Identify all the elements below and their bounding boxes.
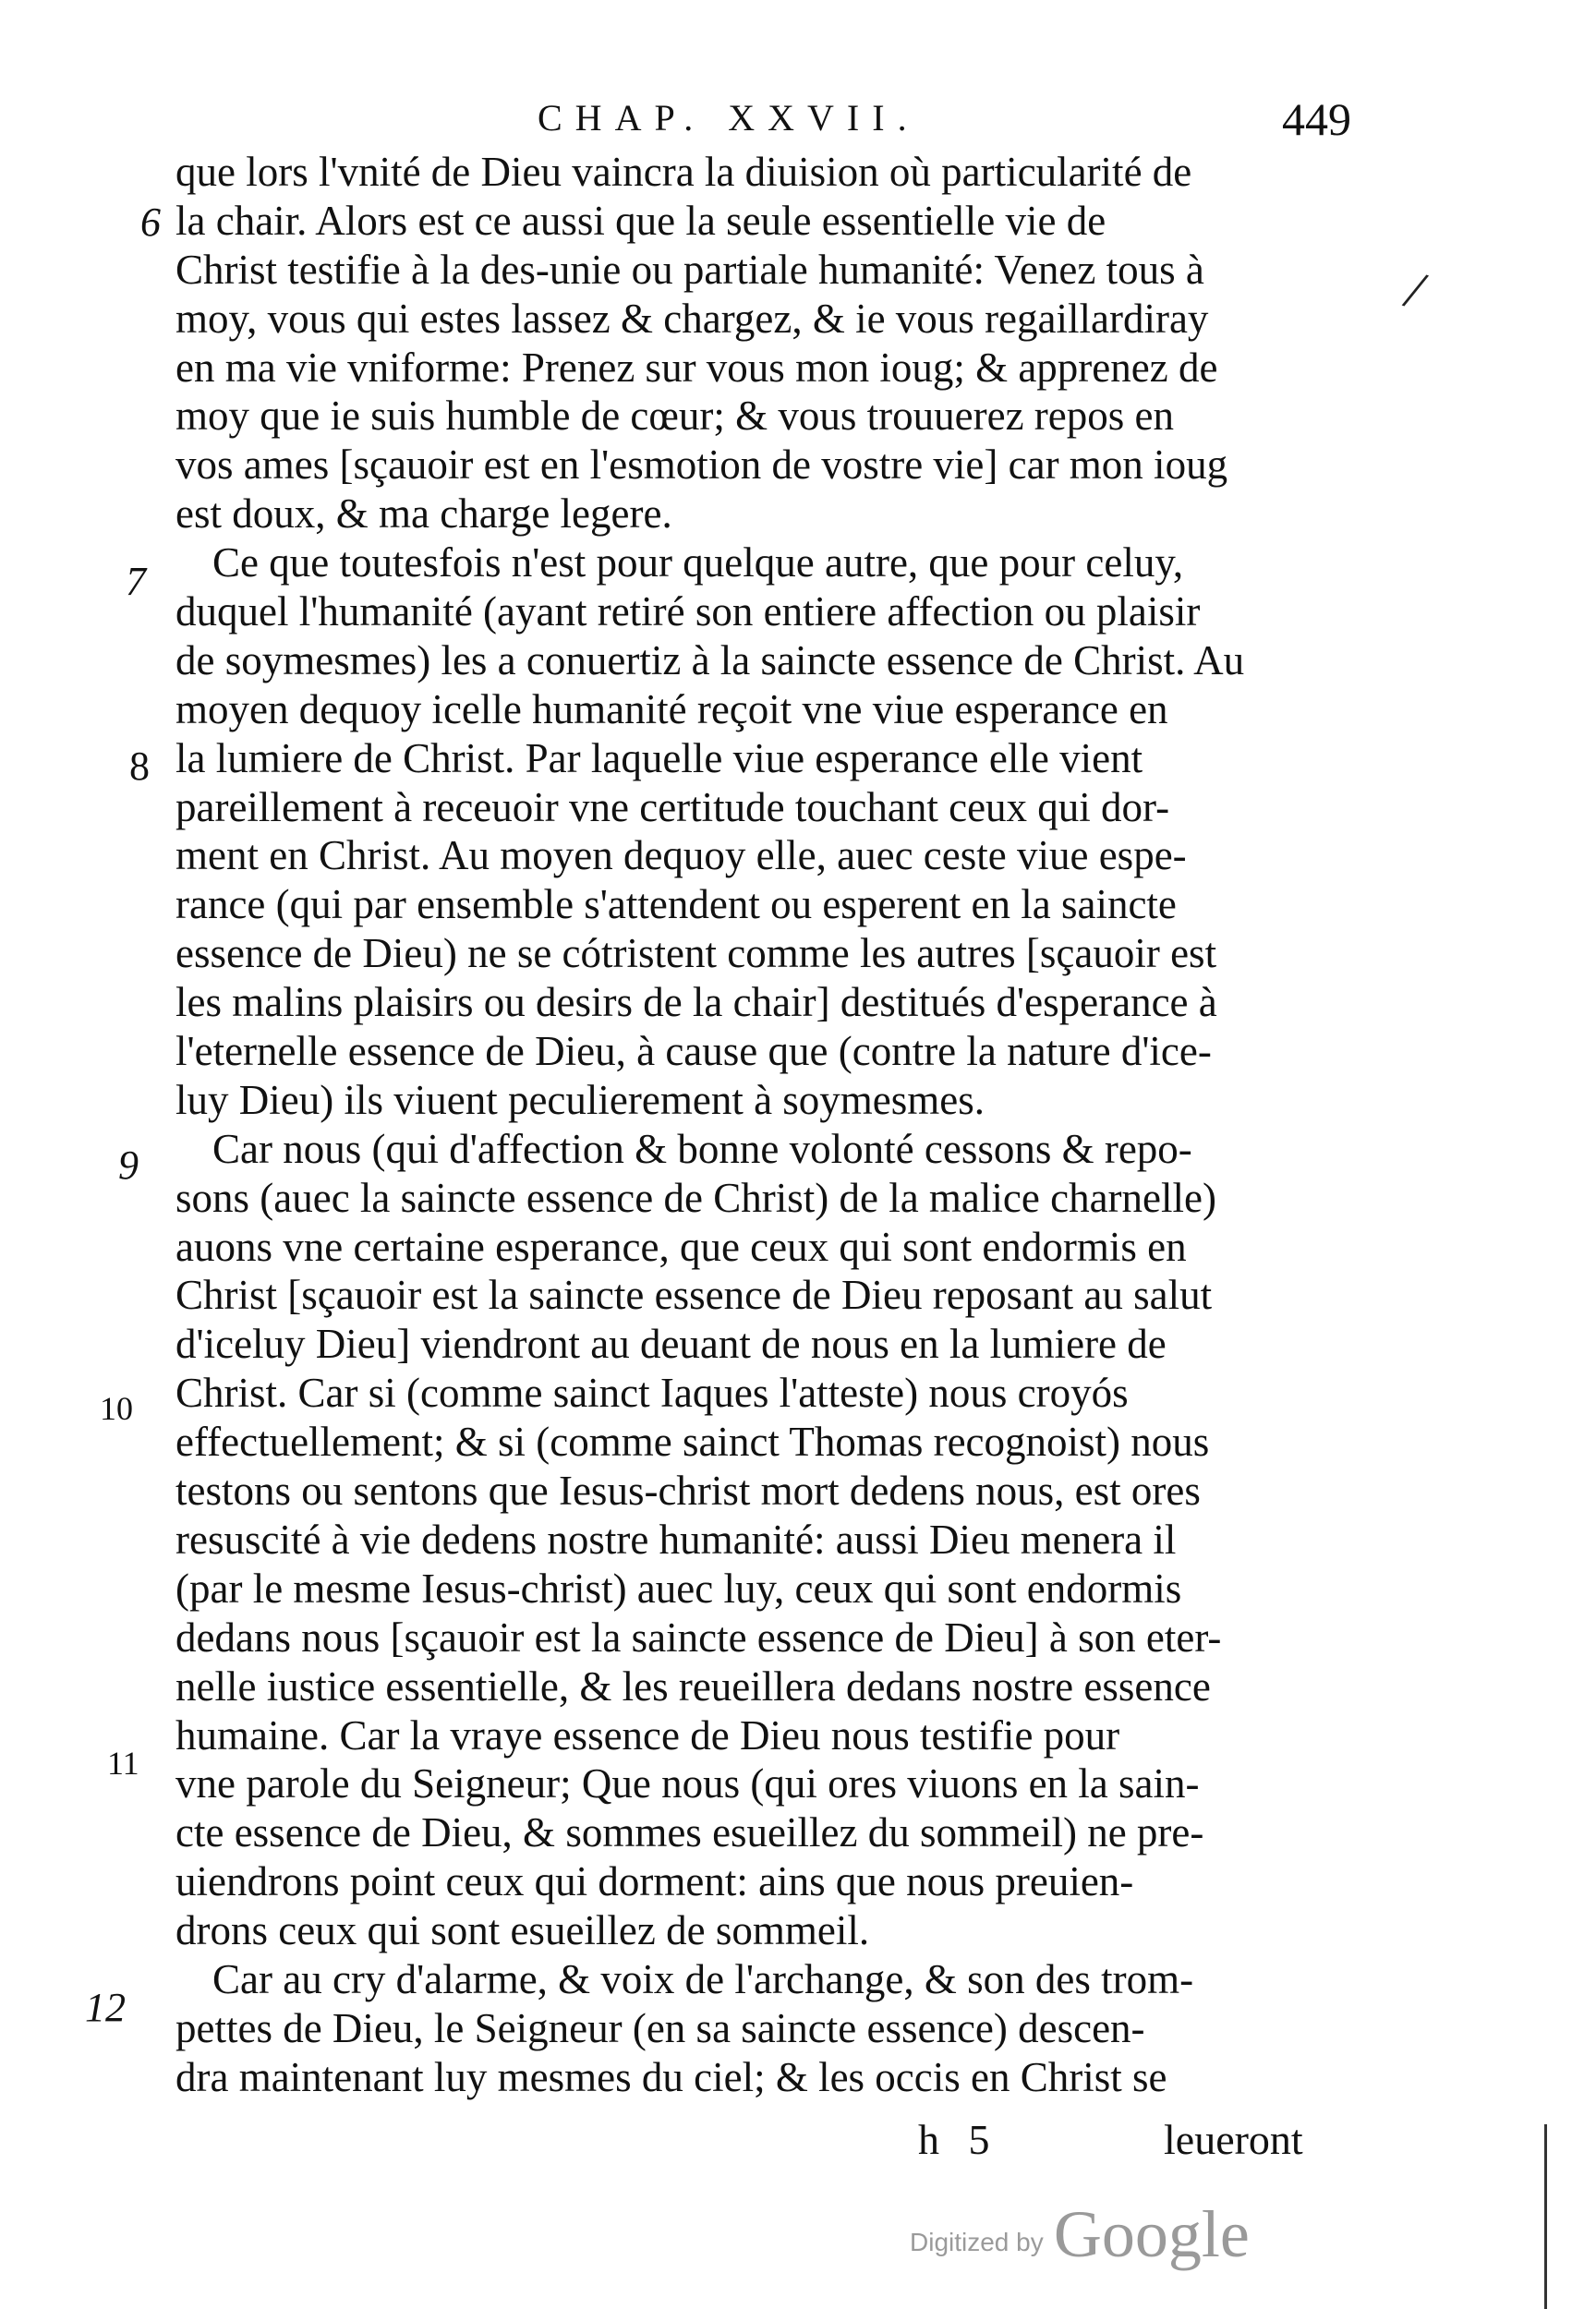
text-line: vne parole du Seigneur; Que nous (qui ores viuons en la sain- xyxy=(175,1760,1200,1807)
running-head: CHAP. XXVII. xyxy=(538,97,920,139)
text-line: Ce que toutesfois n'est pour quelque autre, que pour celuy, xyxy=(212,539,1184,586)
text-line: luy Dieu) ils viuent peculierement à soymesmes. xyxy=(175,1076,985,1123)
text-line: uiendrons point ceux qui dorment: ains que nous preuien- xyxy=(175,1858,1134,1905)
text-line: d'iceluy Dieu] viendront au deuant de nous en la lumiere de xyxy=(175,1321,1167,1368)
verse-number-9: 9 xyxy=(118,1142,139,1188)
text-line: dra maintenant luy mesmes du ciel; & les occis en Christ se xyxy=(175,2053,1167,2100)
text-line: Car au cry d'alarme, & voix de l'archange, & son des trom- xyxy=(212,1955,1194,2002)
text-line: drons ceux qui sont esueillez de sommeil. xyxy=(175,1907,870,1954)
digitization-watermark xyxy=(910,2196,1250,2273)
text-line: vos ames [sçauoir est en l'esmotion de vostre vie] car mon ioug xyxy=(175,441,1228,489)
text-line: Car nous (qui d'affection & bonne volonté cessons & repo- xyxy=(212,1125,1192,1172)
page-number: 449 xyxy=(1282,93,1351,145)
text-line: l'eternelle essence de Dieu, à cause que (contre la nature d'ice- xyxy=(175,1028,1212,1075)
verse-number-12: 12 xyxy=(85,1985,126,2030)
text-line: est doux, & ma charge legere. xyxy=(175,490,672,538)
verse-number-11: 11 xyxy=(107,1745,139,1782)
text-line: (par le mesme Iesus-christ) auec luy, ceux qui sont endormis xyxy=(175,1565,1182,1612)
text-line: pareillement à receuoir vne certitude touchant ceux qui dor- xyxy=(175,783,1170,830)
body-text xyxy=(175,148,1353,2102)
text-line: ment en Christ. Au moyen dequoy elle, auec ceste viue espe- xyxy=(175,832,1187,879)
catchword: leueront xyxy=(1164,2116,1303,2163)
text-line: auons vne certaine esperance, que ceux qui sont endormis en xyxy=(175,1223,1187,1270)
text-line: Christ testifie à la des-unie ou partiale humanité: Venez tous à xyxy=(175,246,1204,293)
verse-number-10: 10 xyxy=(100,1390,133,1427)
text-line: pettes de Dieu, le Seigneur (en sa saincte essence) descen- xyxy=(175,2004,1145,2051)
page-edge-line xyxy=(1544,2124,1547,2309)
text-line: Christ [sçauoir est la saincte essence de Dieu reposant au salut xyxy=(175,1272,1213,1319)
text-line: moy que ie suis humble de cœur; & vous trouuerez repos en xyxy=(175,393,1174,440)
text-line: rance (qui par ensemble s'attendent ou esperent en la saincte xyxy=(175,881,1177,928)
text-line: resuscité à vie dedens nostre humanité: aussi Dieu menera il xyxy=(175,1516,1177,1563)
text-line: la chair. Alors est ce aussi que la seule essentielle vie de xyxy=(175,197,1106,244)
text-line: que lors l'vnité de Dieu vaincra la diuision où particularité de xyxy=(175,149,1192,195)
text-line: moyen dequoy icelle humanité reçoit vne viue esperance en xyxy=(175,685,1168,732)
text-line: humaine. Car la vraye essence de Dieu nous testifie pour xyxy=(175,1711,1120,1759)
signature-mark: h 5 xyxy=(918,2116,999,2163)
text-line: dedans nous [sçauoir est la saincte essence de Dieu] à son eter- xyxy=(175,1614,1222,1661)
watermark-prefix: Digitized by xyxy=(910,2228,1044,2256)
text-line: nelle iustice essentielle, & les reueillera dedans nostre essence xyxy=(175,1662,1211,1710)
verse-number-7: 7 xyxy=(126,559,146,604)
text-line: duquel l'humanité (ayant retiré son entiere affection ou plaisir xyxy=(175,588,1201,635)
text-line: Christ. Car si (comme sainct Iaques l'atteste) nous croyós xyxy=(175,1370,1129,1417)
text-line: en ma vie vniforme: Prenez sur vous mon ioug; & apprenez de xyxy=(175,344,1218,391)
text-line: les malins plaisirs ou desirs de la chair] destitués d'esperance à xyxy=(175,979,1217,1026)
verse-number-6: 6 xyxy=(140,199,161,245)
google-logo: Google xyxy=(1053,2197,1250,2271)
text-line: la lumiere de Christ. Par laquelle viue esperance elle vient xyxy=(175,734,1143,781)
text-line: de soymesmes) les a conuertiz à la saincte essence de Christ. Au xyxy=(175,636,1245,683)
text-line: testons ou sentons que Iesus-christ mort dedens nous, est ores xyxy=(175,1468,1201,1515)
text-line: moy, vous qui estes lassez & chargez, & ie vous regaillardiray xyxy=(175,295,1209,342)
text-line: essence de Dieu) ne se cótristent comme les autres [sçauoir est xyxy=(175,930,1217,977)
text-line: sons (auec la saincte essence de Christ) de la malice charnelle) xyxy=(175,1174,1216,1221)
margin-stroke: / xyxy=(1397,259,1433,321)
text-line: effectuellement; & si (comme sainct Thomas recognoist) nous xyxy=(175,1419,1210,1466)
verse-number-8: 8 xyxy=(129,743,150,789)
text-line: cte essence de Dieu, & sommes esueillez du sommeil) ne pre- xyxy=(175,1809,1204,1856)
